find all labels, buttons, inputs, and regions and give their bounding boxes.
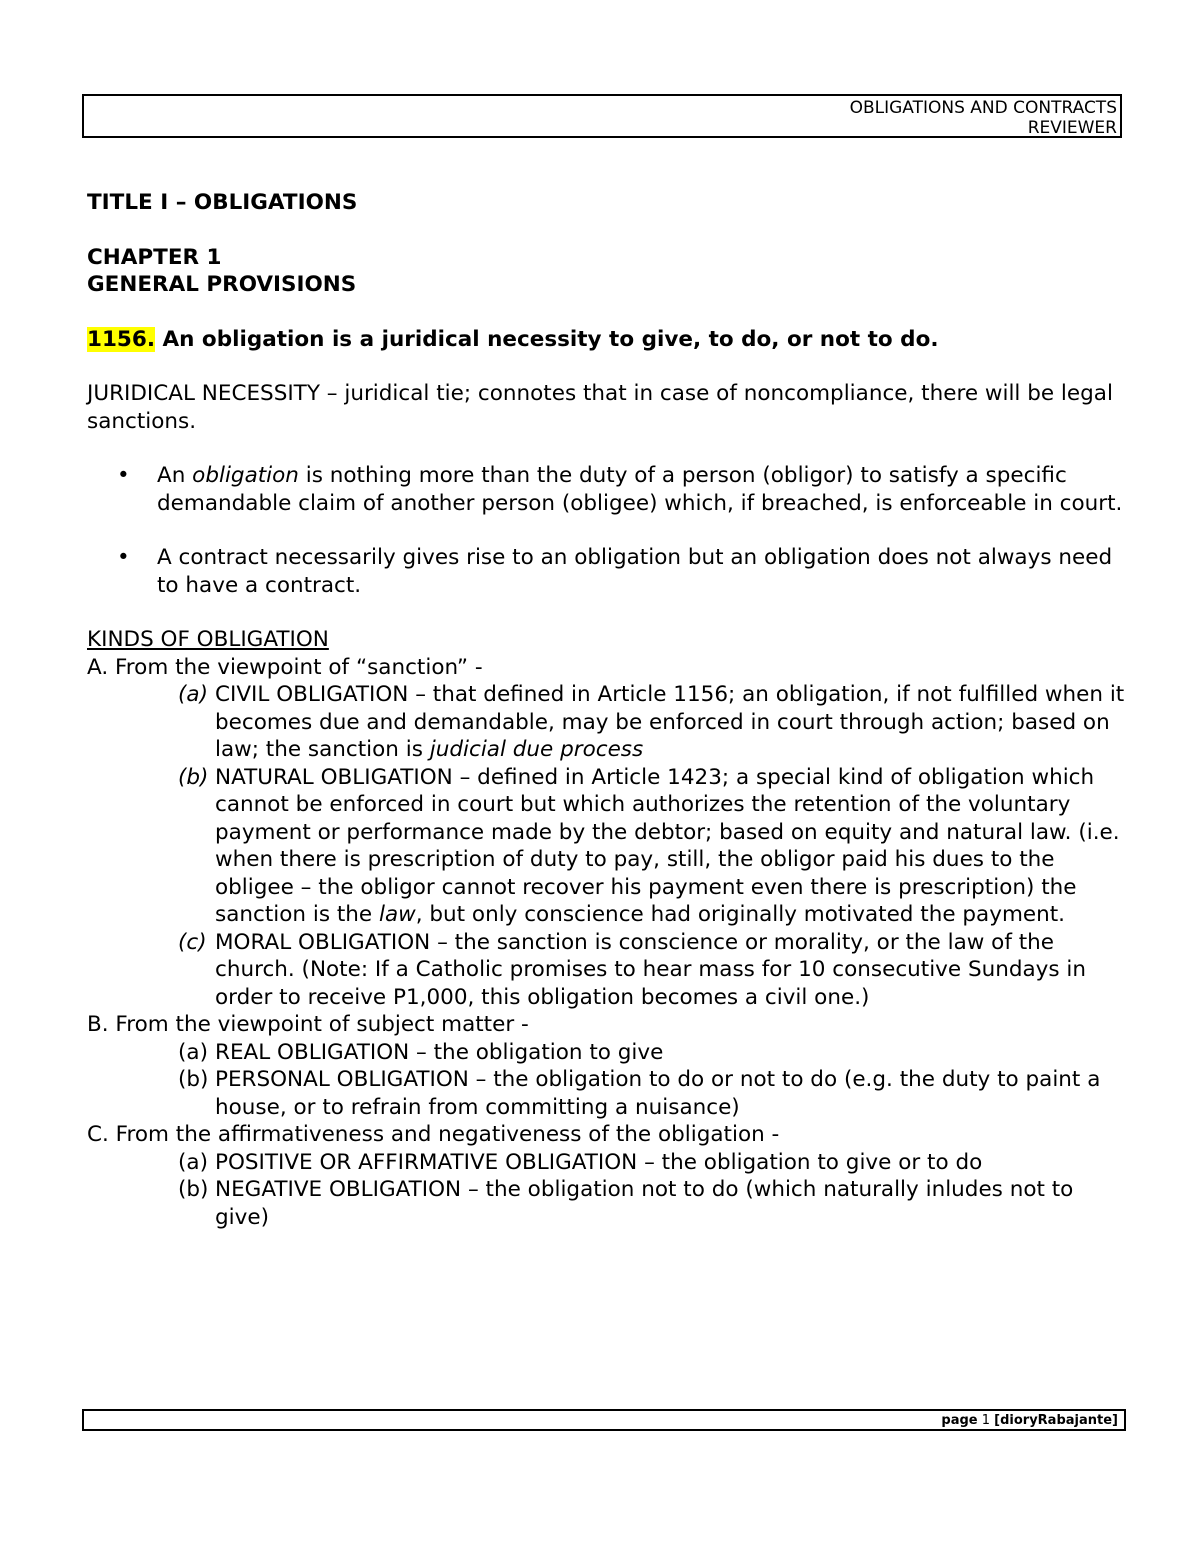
juridical-necessity-definition: JURIDICAL NECESSITY – juridical tie; connotes that in case of noncompliance, there will be legal sanctions. [87, 381, 1113, 434]
bullet-text: is nothing more than the duty of a person (obligor) to satisfy a specific demandable claim of another person (obligee) which, if breached, is enforceable in court. [157, 463, 1123, 516]
title: TITLE I – OBLIGATIONS [87, 190, 358, 215]
item-text: CIVIL OBLIGATION – that defined in Article 1156; an obligation, if not fulfilled when it becomes due and demandable, may be enforced in court through action; based on law; the sanction is [215, 682, 1125, 762]
item-label: (b) [178, 764, 209, 790]
item-text: NATURAL OBLIGATION – defined in Article 1423; a special kind of obligation which cannot be enforced in court but which authorizes the retention of the voluntary payment or performance made by the debtor; based on equity and natural law. (i.e. when there is prescription of duty to pay, still, the obligor paid his dues to the obligee – the obligor cannot recover his payment even there is prescription) the sanction is the [215, 764, 1120, 927]
group-b-heading: B. From the viewpoint of subject matter - [87, 1012, 529, 1037]
item-label: (c) [178, 929, 207, 955]
natural-obligation [87, 764, 1127, 929]
item-label: (a) [178, 1149, 208, 1175]
article-number: 1156. [87, 326, 156, 352]
group-a-heading: A. From the viewpoint of “sanction” - [87, 654, 483, 680]
bullet-list [87, 462, 1127, 599]
item-text: POSITIVE OR AFFIRMATIVE OBLIGATION – the obligation to give or to do [215, 1149, 983, 1175]
page-footer [82, 1409, 1126, 1431]
article-text: An obligation is a juridical necessity to give, to do, or not to do. [155, 326, 939, 352]
real-obligation [87, 1039, 1127, 1067]
footer-text [941, 1412, 1118, 1429]
page-number: 1 [981, 1413, 991, 1428]
positive-obligation [87, 1149, 1127, 1177]
item-label: (a) [178, 1039, 208, 1065]
bullet-text: An [157, 463, 193, 488]
item-text: , but only conscience had originally motivated the payment. [415, 902, 1066, 927]
item-text: PERSONAL OBLIGATION – the obligation to do or not to do (e.g. the duty to paint a house, or to refrain from committing a nuisance) [215, 1067, 1101, 1120]
chapter-number: CHAPTER 1 [87, 244, 222, 270]
item-text: REAL OBLIGATION – the obligation to give [215, 1039, 664, 1065]
header-subtitle: REVIEWER [1027, 118, 1117, 138]
bullet-item [87, 462, 1127, 517]
chapter-name: GENERAL PROVISIONS [87, 272, 357, 297]
item-emphasis: judicial due process [429, 737, 644, 762]
item-label: (b) [178, 1177, 209, 1202]
document-body [87, 189, 1127, 1231]
moral-obligation [87, 929, 1127, 1012]
civil-obligation [87, 681, 1127, 764]
group-c-heading: C. From the affirmativeness and negativeness of the obligation - [87, 1122, 780, 1147]
header-title: OBLIGATIONS AND CONTRACTS [849, 98, 1117, 118]
item-text: NEGATIVE OBLIGATION – the obligation not to do (which naturally inludes not to give) [215, 1177, 1074, 1230]
article-1156 [87, 326, 1127, 354]
author: [dioryRabajante] [994, 1413, 1118, 1428]
bullet-item: • A contract necessarily gives rise to an obligation but an obligation does not always need to have a contract. [87, 544, 1127, 599]
item-emphasis: law [378, 902, 416, 927]
item-text: MORAL OBLIGATION – the sanction is conscience or morality, or the law of the church. (Note: If a Catholic promises to hear mass for 10 consecutive Sundays in order to receive P1,000, this obligation becomes a civil one.) [215, 929, 1087, 1010]
kinds-heading: KINDS OF OBLIGATION [87, 627, 329, 652]
bullet-emphasis: obligation [192, 463, 299, 488]
personal-obligation [87, 1066, 1127, 1121]
page-header [82, 94, 1122, 138]
item-label: (a) [178, 682, 208, 707]
page-label: page [941, 1413, 978, 1428]
item-label: (b) [178, 1067, 209, 1092]
negative-obligation [87, 1176, 1127, 1231]
